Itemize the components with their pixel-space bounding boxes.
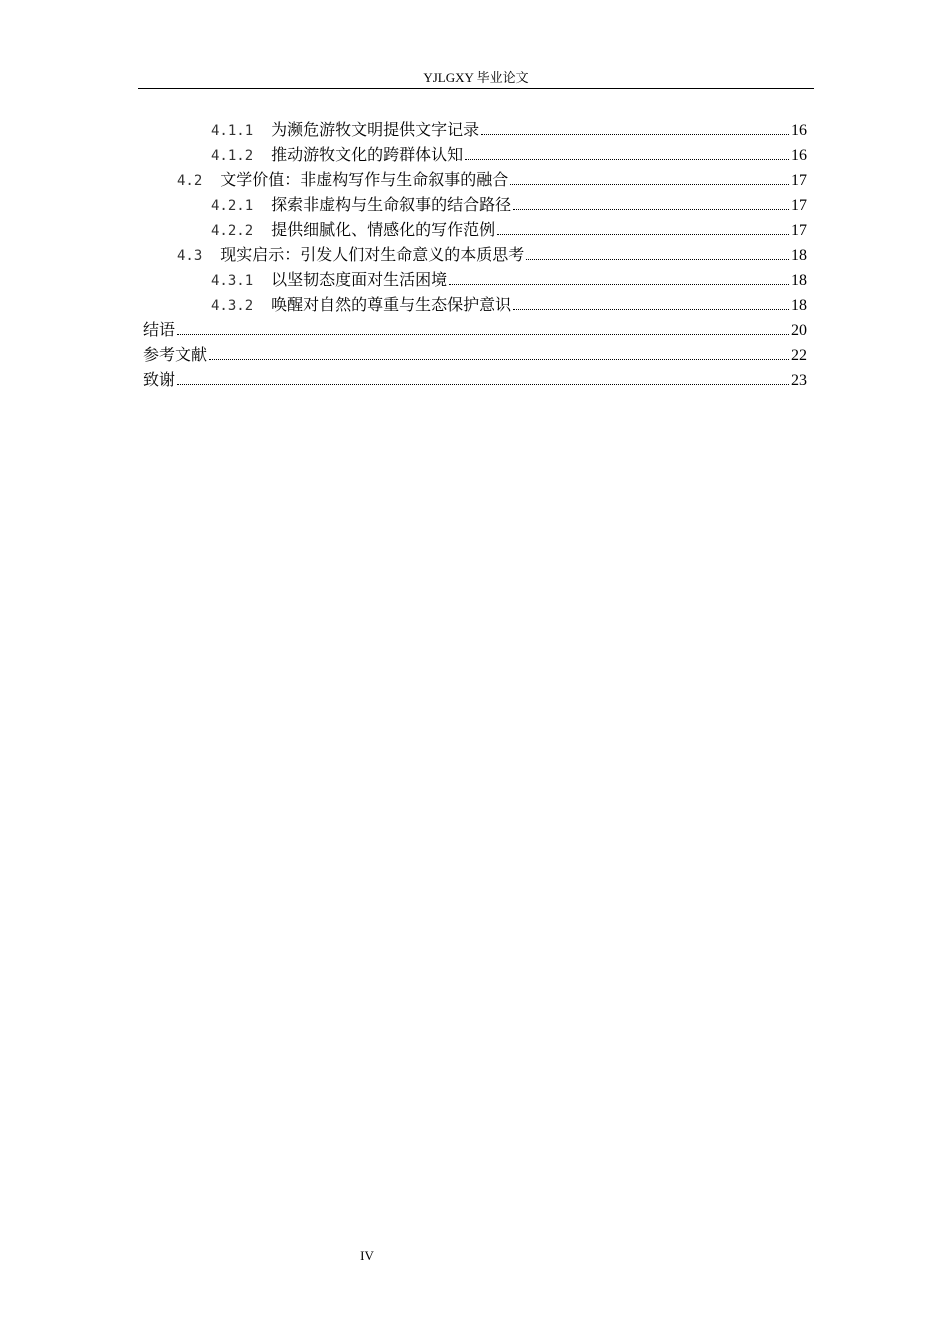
toc-number: 4.2 <box>177 173 203 189</box>
toc-leader-dots <box>177 334 789 335</box>
toc-title: 为濒危游牧文明提供文字记录 <box>271 120 480 139</box>
toc-page-number: 16 <box>791 122 807 139</box>
toc-entry-4-1-1[interactable] <box>143 117 807 142</box>
toc-entry-references[interactable] <box>143 342 807 367</box>
toc-leader-dots <box>465 159 789 160</box>
toc-leader-dots <box>513 209 789 210</box>
header-title: YJLGXY 毕业论文 <box>423 70 529 85</box>
toc-title: 致谢 <box>143 370 176 389</box>
toc-title: 参考文献 <box>143 345 208 364</box>
toc-entry-acknowledgements[interactable] <box>143 367 807 392</box>
toc-number: 4.1.1 <box>211 123 254 139</box>
toc-page-number: 18 <box>791 247 807 264</box>
toc-entry-4-2-1[interactable] <box>143 192 807 217</box>
toc-leader-dots <box>209 359 789 360</box>
toc-page-number: 22 <box>791 347 807 364</box>
toc-page-number: 23 <box>791 372 807 389</box>
toc-page-number: 20 <box>791 322 807 339</box>
toc-number: 4.2.2 <box>211 223 254 239</box>
table-of-contents <box>143 117 807 392</box>
toc-title: 以坚韧态度面对生活困境 <box>271 270 448 289</box>
page-footer <box>340 1248 394 1264</box>
toc-title: 唤醒对自然的尊重与生态保护意识 <box>271 295 512 314</box>
toc-leader-dots <box>481 134 789 135</box>
toc-entry-4-2-2[interactable] <box>143 217 807 242</box>
toc-leader-dots <box>513 309 789 310</box>
toc-number: 4.3.2 <box>211 298 254 314</box>
toc-leader-dots <box>449 284 789 285</box>
toc-title: 现实启示：引发人们对生命意义的本质思考 <box>220 245 525 264</box>
toc-entry-4-2[interactable] <box>143 167 807 192</box>
toc-leader-dots <box>526 259 789 260</box>
toc-number: 4.1.2 <box>211 148 254 164</box>
toc-page-number: 17 <box>791 197 807 214</box>
toc-page-number: 17 <box>791 222 807 239</box>
toc-entry-4-3-1[interactable] <box>143 267 807 292</box>
toc-number: 4.3 <box>177 248 203 264</box>
toc-page-number: 18 <box>791 297 807 314</box>
toc-leader-dots <box>510 184 789 185</box>
toc-title: 探索非虚构与生命叙事的结合路径 <box>271 195 512 214</box>
toc-leader-dots <box>177 384 789 385</box>
footer-page-number: IV <box>360 1248 374 1263</box>
toc-page-number: 18 <box>791 272 807 289</box>
toc-title: 结语 <box>143 320 176 339</box>
toc-number: 4.3.1 <box>211 273 254 289</box>
toc-entry-4-3-2[interactable] <box>143 292 807 317</box>
toc-entry-4-1-2[interactable] <box>143 142 807 167</box>
toc-entry-conclusion[interactable] <box>143 317 807 342</box>
toc-page-number: 17 <box>791 172 807 189</box>
toc-number: 4.2.1 <box>211 198 254 214</box>
toc-leader-dots <box>497 234 789 235</box>
toc-title: 文学价值：非虚构写作与生命叙事的融合 <box>220 170 509 189</box>
toc-title: 提供细腻化、情感化的写作范例 <box>271 220 496 239</box>
toc-title: 推动游牧文化的跨群体认知 <box>271 145 464 164</box>
toc-page-number: 16 <box>791 147 807 164</box>
toc-entry-4-3[interactable] <box>143 242 807 267</box>
page-header <box>138 68 814 89</box>
